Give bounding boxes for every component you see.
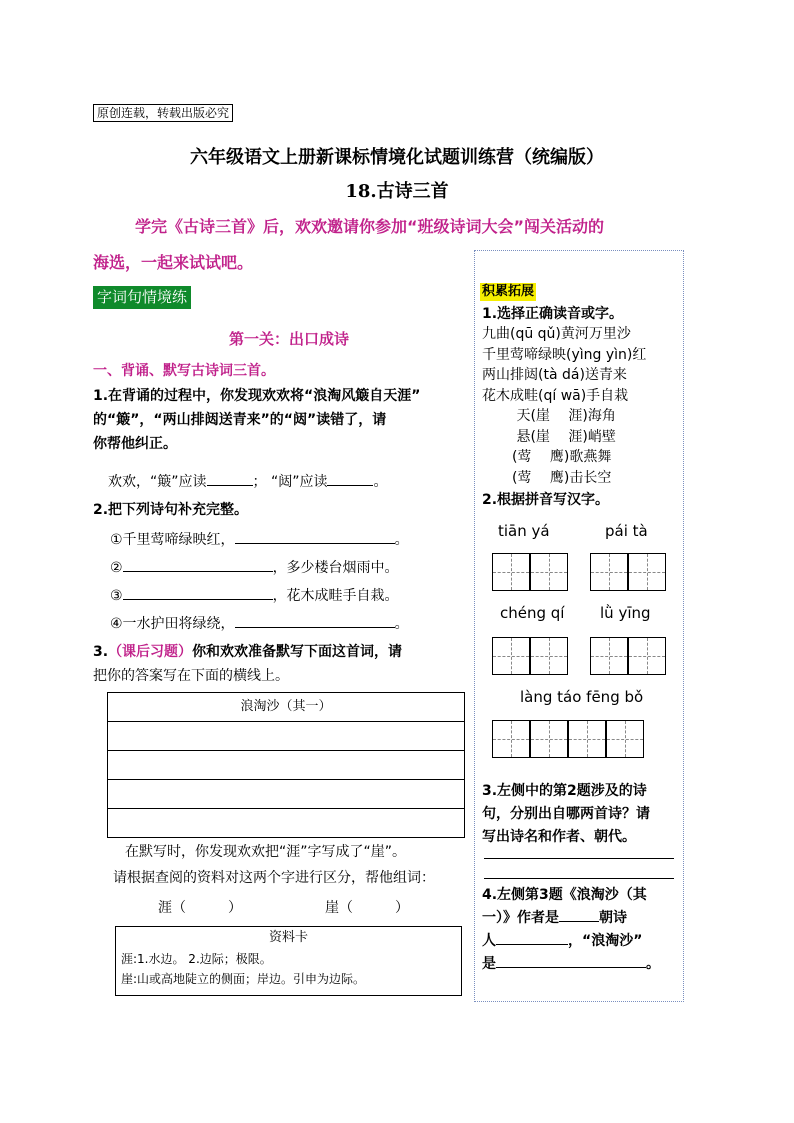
writing-grid-box[interactable] — [568, 720, 606, 758]
intro-line-1: 学完《古诗三首》后，欢欢邀请你参加“班级诗词大会”闯关活动的 — [135, 217, 605, 236]
q2-line-2-suffix: ，多少楼台烟雨中。 — [272, 560, 399, 576]
sidebar-answer-line[interactable] — [484, 858, 674, 859]
q1-answer-sep: ； — [252, 474, 267, 490]
sidebar-q1-line[interactable]: 悬(崖 涯)峭壁 — [498, 428, 616, 445]
q2-line-2 — [110, 556, 485, 580]
info-card — [115, 926, 462, 996]
sidebar-q4-line-4b: 。 — [646, 956, 660, 972]
sidebar-q1-lines — [482, 324, 646, 488]
q1-line-2: 的“簸”，“两山排闼送青来”的“闼”读错了，请 — [93, 412, 387, 428]
sidebar-q1-line[interactable]: 花木成畦(qí wā)手自栽 — [482, 387, 629, 404]
sidebar-q2-title: 2.根据拼音写汉字。 — [482, 492, 610, 508]
cipai-blank[interactable] — [496, 953, 646, 968]
section-tag: 字词句情境练 — [93, 286, 191, 309]
writing-grid-box[interactable] — [530, 637, 568, 675]
sidebar-q3 — [482, 780, 650, 849]
q2-title: 2.把下列诗句补充完整。 — [93, 502, 249, 518]
writing-grid-box[interactable] — [492, 553, 530, 591]
writing-grid-box[interactable] — [492, 720, 530, 758]
sidebar-q4-line-2a: 一）》作者是 — [482, 910, 559, 926]
q2-line-3-prefix: ③ — [110, 588, 123, 604]
writing-grid-box[interactable] — [530, 553, 568, 591]
q2-line-2-prefix: ② — [110, 560, 123, 576]
q2-line-4-suffix: 。 — [394, 616, 409, 632]
q2-line-3 — [110, 584, 485, 608]
poem-table-title: 浪淘沙（其一） — [108, 693, 464, 722]
pinyin-label: lǜ yīng — [600, 604, 651, 622]
q2-line-4 — [110, 612, 485, 636]
q2-line-1-suffix: 。 — [394, 532, 409, 548]
q2-line-1 — [110, 528, 485, 552]
level-title: 第一关：出口成诗 — [229, 330, 350, 348]
sidebar-q4-line-4a: 是 — [482, 956, 496, 972]
info-card-title: 资料卡 — [268, 930, 308, 945]
info-card-line-1: 涯:1.水边。 2.边际；极限。 — [121, 952, 272, 966]
poet-blank[interactable] — [496, 930, 568, 945]
sidebar-q3-line-3: 写出诗名和作者、朝代。 — [482, 829, 636, 845]
pinyin-label: chéng qí — [500, 604, 565, 622]
q2-line-3-suffix: ，花木成畦手自栽。 — [272, 588, 399, 604]
lesson-title: 18.古诗三首 — [345, 181, 449, 202]
q1-blank-b[interactable] — [327, 471, 373, 486]
sidebar-q1-line[interactable]: 九曲(qū qǔ)黄河万里沙 — [482, 326, 631, 342]
q1-blank-a[interactable] — [207, 471, 253, 486]
poem-answer-row[interactable] — [108, 751, 464, 780]
sidebar-q4-line-3a: 人 — [482, 933, 496, 949]
sidebar-tag: 积累拓展 — [482, 284, 535, 299]
q3-line-1: 你和欢欢准备默写下面这首词，请 — [192, 644, 403, 660]
q1-text — [93, 384, 468, 456]
writing-grid-box[interactable] — [590, 637, 628, 675]
sidebar-q1-line[interactable]: (莺 鹰)歌燕舞 — [498, 449, 612, 465]
q2-blank-4[interactable] — [235, 613, 395, 628]
sidebar-q1-line[interactable]: 天(崖 涯)海角 — [498, 408, 616, 424]
sidebar-q3-line-1: 3.左侧中的第2题涉及的诗 — [482, 783, 647, 799]
sidebar-q3-line-2: 句，分别出自哪两首诗？请 — [482, 806, 650, 822]
q3-tag: （课后习题） — [108, 644, 193, 660]
q2-blank-1[interactable] — [235, 529, 395, 544]
q3-line-2: 把你的答案写在下面的横线上。 — [93, 668, 289, 684]
writing-grid-box[interactable] — [590, 553, 628, 591]
sidebar-q1-line[interactable]: 千里莺啼绿映(yìng yìn)红 — [482, 346, 647, 363]
dynasty-blank[interactable] — [559, 907, 599, 922]
sidebar-q4-line-3b: ，“浪淘沙” — [568, 933, 643, 949]
sidebar-q1-line[interactable]: (莺 鹰)击长空 — [498, 469, 612, 486]
word-ya-cliff[interactable]: 崖（ ） — [325, 900, 409, 916]
word-ya-water[interactable]: 涯（ ） — [158, 900, 242, 916]
page-title: 六年级语文上册新课标情境化试题训练营（统编版） — [190, 147, 604, 168]
q3-number: 3. — [93, 644, 109, 660]
q1-answer-label-b: “闼”应读 — [270, 474, 328, 490]
poem-answer-row[interactable] — [108, 780, 464, 809]
q2-blank-2[interactable] — [123, 557, 273, 572]
writing-grid-box[interactable] — [492, 637, 530, 675]
writing-grid-box[interactable] — [628, 553, 666, 591]
info-card-line-2: 崖:山或高地陡立的侧面；岸边。引申为边际。 — [121, 972, 366, 986]
q1-line-1: 1.在背诵的过程中，你发现欢欢将“浪淘风簸自天涯” — [93, 388, 421, 404]
pinyin-label: tiān yá — [498, 522, 550, 540]
writing-grid-box[interactable] — [606, 720, 644, 758]
intro-line-2: 海选，一起来试试吧。 — [93, 253, 254, 272]
q1-answer-end: 。 — [373, 474, 388, 490]
q1-answer — [108, 470, 483, 494]
copyright-stamp: 原创连载，转载出版必究 — [93, 104, 233, 122]
q3-text — [93, 640, 468, 688]
poem-answer-row[interactable] — [108, 722, 464, 751]
pinyin-label: làng táo fēng bǒ — [520, 688, 644, 706]
q1-answer-label-a: 欢欢，“簸”应读 — [108, 474, 207, 490]
q2-line-4-prefix: ④一水护田将绿绕， — [110, 616, 235, 632]
part1-title: 一、背诵、默写古诗词三首。 — [93, 363, 275, 379]
poem-answer-table — [107, 692, 465, 838]
sidebar-q4 — [482, 884, 660, 976]
writing-grid-box[interactable] — [530, 720, 568, 758]
q2-blank-3[interactable] — [123, 585, 273, 600]
q2-line-1-prefix: ①千里莺啼绿映红， — [110, 532, 235, 548]
q3-followup-line-1: 在默写时，你发现欢欢把“涯”字写成了“崖”。 — [125, 844, 407, 860]
sidebar-q1-title: 1.选择正确读音或字。 — [482, 306, 624, 322]
sidebar-q1-line[interactable]: 两山排闼(tà dá)送青来 — [482, 367, 627, 383]
writing-grid-box[interactable] — [628, 637, 666, 675]
pinyin-label: pái tà — [605, 522, 648, 540]
sidebar-q4-line-2b: 朝诗 — [599, 910, 627, 926]
poem-answer-row[interactable] — [108, 809, 464, 837]
sidebar-answer-line[interactable] — [484, 878, 674, 879]
q3-followup-line-2: 请根据查阅的资料对这两个字进行区分，帮他组词： — [113, 870, 435, 886]
sidebar-q4-line-1: 4.左侧第3题《浪淘沙（其 — [482, 887, 647, 903]
q1-line-3: 你帮他纠正。 — [93, 436, 177, 452]
